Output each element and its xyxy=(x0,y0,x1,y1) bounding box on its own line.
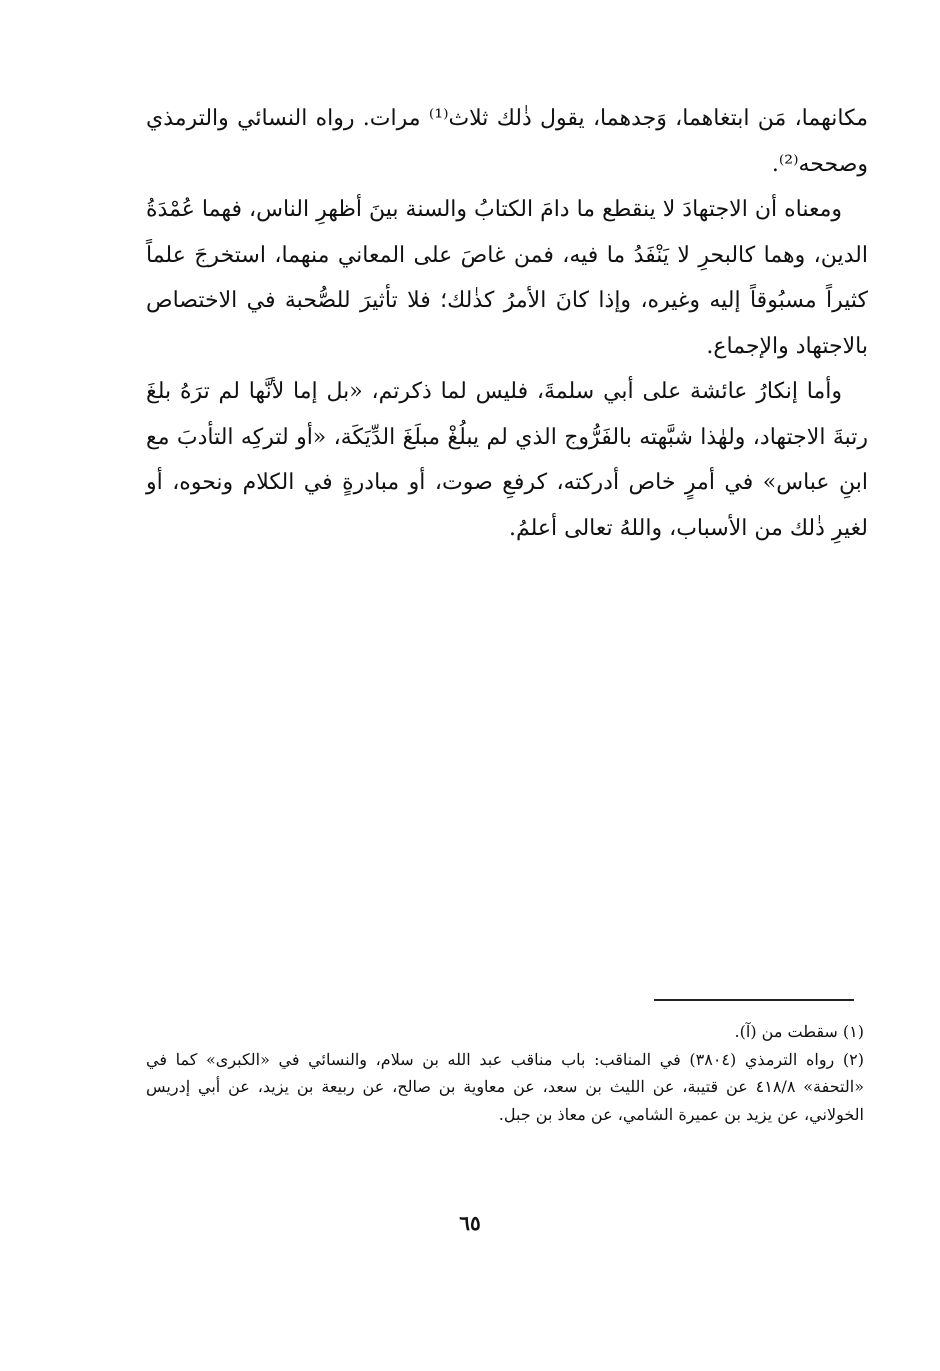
footnote-separator xyxy=(654,999,854,1001)
paragraph-2: ومعناه أن الاجتهادَ لا ينقطع ما دامَ الكتابُ والسنة بينَ أظهرِ الناس، فهما عُمْدَةُ الدين، وهما كالبحرِ لا يَنْفَدُ ما فيه، فمن غاصَ على المعاني منهما، استخرجَ علماً كثيراً مسبُوقاً إليه وغيره، وإذا كانَ الأمرُ كذٰلك؛ فلا تأثيرَ للصُّحبة في الاختصاص بالاجتهاد والإجماع. xyxy=(146,197,868,359)
footnotes xyxy=(146,1018,864,1128)
main-text xyxy=(146,96,868,551)
paragraph-1: مكانهما، مَن ابتغاهما، وَجدهما، يقول ذٰلك ثلاث⁽¹⁾ مرات. رواه النسائي والترمذي وصححه⁽²⁾. xyxy=(146,106,869,177)
footnote-1: (١) سقطت من (آ). xyxy=(734,1022,864,1041)
page-number: ٦٥ xyxy=(459,1211,481,1235)
paragraph-3: وأما إنكارُ عائشة على أبي سلمةَ، فليس لما ذكرتم، «بل إما لأنَّها لم ترَهُ بلغَ رتبةَ الاجتهاد، ولهٰذا شبَّهته بالفَرُّوج الذي لم يبلُغْ مبلَغَ الدِّيَكَة، «أو لتركِه التأدبَ مع ابنِ عباس» في أمرٍ خاص أدركته، كرفعِ صوت، أو مبادرةٍ في الكلام ونحوه، أو لغيرِ ذٰلك من الأسباب، واللهُ تعالى أعلمُ. xyxy=(146,379,868,541)
footnote-2: (٢) رواه الترمذي (٣٨٠٤) في المناقب: باب مناقب عبد الله بن سلام، والنسائي في «الكبرى» كما في «التحفة» ٤١٨/٨ عن قتيبة، عن الليث بن سعد، عن معاوية بن صالح، عن ربيعة بن يزيد، عن أبي إدريس الخولاني، عن يزيد بن عميرة الشامي، عن معاذ بن جبل. xyxy=(146,1049,865,1124)
